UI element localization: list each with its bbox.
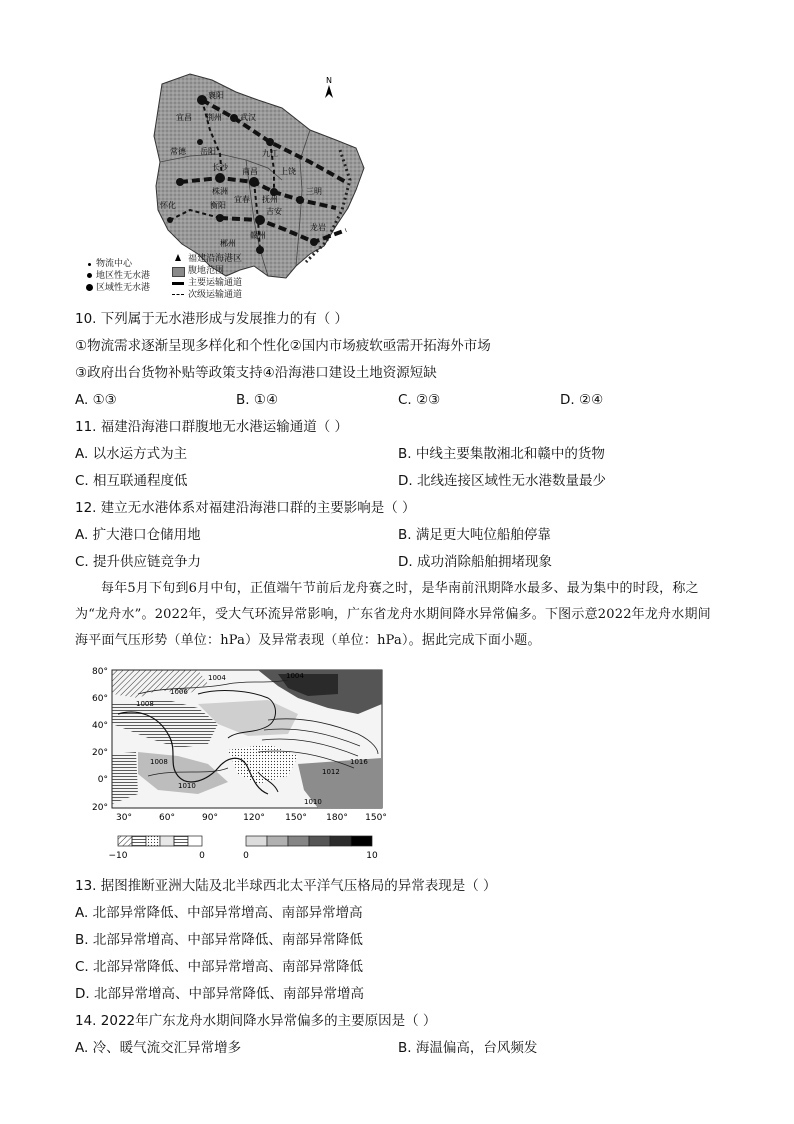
q14-option-a[interactable]: A. 冷、暖气流交汇异常增多 (75, 1040, 242, 1056)
city-label: 三明 (306, 187, 322, 196)
city-label: 龙岩 (310, 223, 326, 232)
city-label: 衡阳 (210, 201, 226, 210)
map1-legend-col1 (86, 258, 176, 294)
small-dot-icon (88, 263, 91, 266)
positive-scale-bar (243, 836, 378, 861)
lon-label: 90° (202, 813, 218, 823)
lon-label: 60° (159, 813, 175, 823)
legend-secondary-channel: 次级运输通道 (172, 289, 282, 301)
city-label: 赣州 (250, 231, 266, 240)
hinterland-swatch (172, 267, 185, 277)
lat-label: 40° (92, 721, 108, 731)
q12-option-d[interactable]: D. 成功消除船舶拥堵现象 (398, 554, 552, 570)
medium-dot-icon (87, 273, 92, 278)
lon-label: 150° (285, 813, 307, 823)
q11-option-b[interactable]: B. 中线主要集散湘北和赣中的货物 (398, 446, 605, 462)
lat-label: 60° (92, 694, 108, 704)
q13-option-c[interactable]: C. 北部异常降低、中部异常增高、南部异常降低 (75, 959, 364, 975)
map1-legend-col2 (172, 253, 282, 301)
north-arrow-icon (322, 76, 336, 100)
lat-label: 20° (92, 748, 108, 758)
isobar-label: 1010 (178, 782, 196, 790)
q10-line2: ③政府出台货物补贴等政策支持④沿海港口建设土地资源短缺 (75, 365, 437, 381)
city-label: 九江 (262, 149, 278, 158)
thin-dash-swatch (172, 294, 184, 295)
svg-text:N: N (326, 76, 332, 85)
city-label: 上饶 (280, 167, 296, 176)
svg-text:0: 0 (243, 851, 249, 861)
thick-dash-swatch (172, 282, 184, 285)
city-label: 怀化 (160, 201, 176, 210)
city-label: 襄阳 (208, 91, 224, 100)
q13-option-b[interactable]: B. 北部异常增高、中部异常降低、南部异常降低 (75, 932, 363, 948)
lat-label: 80° (92, 667, 108, 677)
reading-passage: 每年5月下旬到6月中旬，正值端午节前后龙舟赛之时，是华南前汛期降水最多、最为集中的时段，称之为“龙舟水”。2022年，受大气环流异常影响，广东省龙舟水期间降水异常偏多。下图示意2022年龙舟水期间海平面气压形势（单位：hPa）及异常表现（单位：hPa）。据此完成下面小题。 (75, 581, 711, 648)
large-dot-icon (86, 284, 93, 291)
q12-option-c[interactable]: C. 提升供应链竞争力 (75, 554, 202, 570)
q14-stem: 14. 2022年广东龙舟水期间降水异常偏多的主要原因是（ ） (75, 1013, 437, 1029)
city-label: 常德 (170, 147, 186, 156)
lon-label: 120° (243, 813, 265, 823)
q13-option-d[interactable]: D. 北部异常增高、中部异常降低、南部异常增高 (75, 986, 364, 1002)
isobar-label: 1008 (136, 700, 154, 708)
lon-label: 30° (116, 813, 132, 823)
city-label: 南昌 (242, 167, 258, 176)
q10-option-d[interactable]: D. ②④ (560, 392, 604, 408)
legend-regional-port: 地区性无水港 (86, 270, 176, 282)
lon-label: 150° (365, 813, 387, 823)
svg-text:10: 10 (366, 851, 378, 861)
q10-line1: ①物流需求逐渐呈现多样化和个性化②国内市场疲软亟需开拓海外市场 (75, 338, 491, 354)
legend-main-channel: 主要运输通道 (172, 277, 282, 289)
pressure-map (78, 664, 398, 864)
city-label: 长沙 (212, 163, 228, 172)
city-label: 株洲 (212, 187, 228, 196)
q13-stem: 13. 据图推断亚洲大陆及北半球西北太平洋气压格局的异常表现是（ ） (75, 878, 497, 894)
city-label: 抚州 (262, 195, 278, 204)
svg-text:0: 0 (199, 851, 205, 861)
negative-scale-bar (109, 836, 206, 861)
q10-option-c[interactable]: C. ②③ (398, 392, 441, 408)
city-label: 岳阳 (200, 147, 216, 156)
legend-hinterland: 腹地范围 (172, 265, 282, 277)
city-label: 武汉 (240, 113, 256, 122)
city-label: 荆州 (206, 113, 222, 122)
city-label: 郴州 (220, 239, 236, 248)
isobar-label: 1006 (170, 688, 188, 696)
isobar-label: 1010 (304, 798, 322, 806)
svg-text:−10: −10 (108, 851, 128, 861)
city-label: 宜春 (234, 195, 250, 204)
isobar-label: 1004 (208, 674, 226, 682)
isobar-label: 1004 (286, 672, 304, 680)
isobar-label: 1012 (322, 768, 340, 776)
lat-label: 20° (92, 803, 108, 813)
q10-option-b[interactable]: B. ①④ (236, 392, 279, 408)
q12-stem: 12. 建立无水港体系对福建沿海港口群的主要影响是（ ） (75, 500, 416, 516)
isobar-label: 1016 (350, 758, 368, 766)
isobar-label: 1008 (150, 758, 168, 766)
q12-option-a[interactable]: A. 扩大港口仓储用地 (75, 527, 201, 543)
lon-label: 180° (326, 813, 348, 823)
legend-area-port: 区域性无水港 (86, 282, 176, 294)
q12-option-b[interactable]: B. 满足更大吨位船舶停靠 (398, 527, 551, 543)
q14-option-b[interactable]: B. 海温偏高，台风频发 (398, 1040, 538, 1056)
city-label: 宜昌 (176, 113, 192, 122)
q11-option-d[interactable]: D. 北线连接区域性无水港数量最少 (398, 473, 606, 489)
city-label: 吉安 (266, 207, 282, 216)
q11-stem: 11. 福建沿海港口群腹地无水港运输通道（ ） (75, 419, 349, 435)
triangle-icon (175, 254, 181, 261)
q11-option-a[interactable]: A. 以水运方式为主 (75, 446, 188, 462)
pressure-map-svg (78, 664, 398, 864)
legend-logistics-center: 物流中心 (86, 258, 176, 270)
q13-option-a[interactable]: A. 北部异常降低、中部异常增高、南部异常增高 (75, 905, 363, 921)
q10-stem: 10. 下列属于无水港形成与发展推力的有（ ） (75, 311, 349, 327)
lat-label: 0° (97, 775, 108, 785)
q10-option-a[interactable]: A. ①③ (75, 392, 117, 408)
q11-option-c[interactable]: C. 相互联通程度低 (75, 473, 188, 489)
legend-fujian-ports: 福建沿海港区 (172, 253, 282, 265)
